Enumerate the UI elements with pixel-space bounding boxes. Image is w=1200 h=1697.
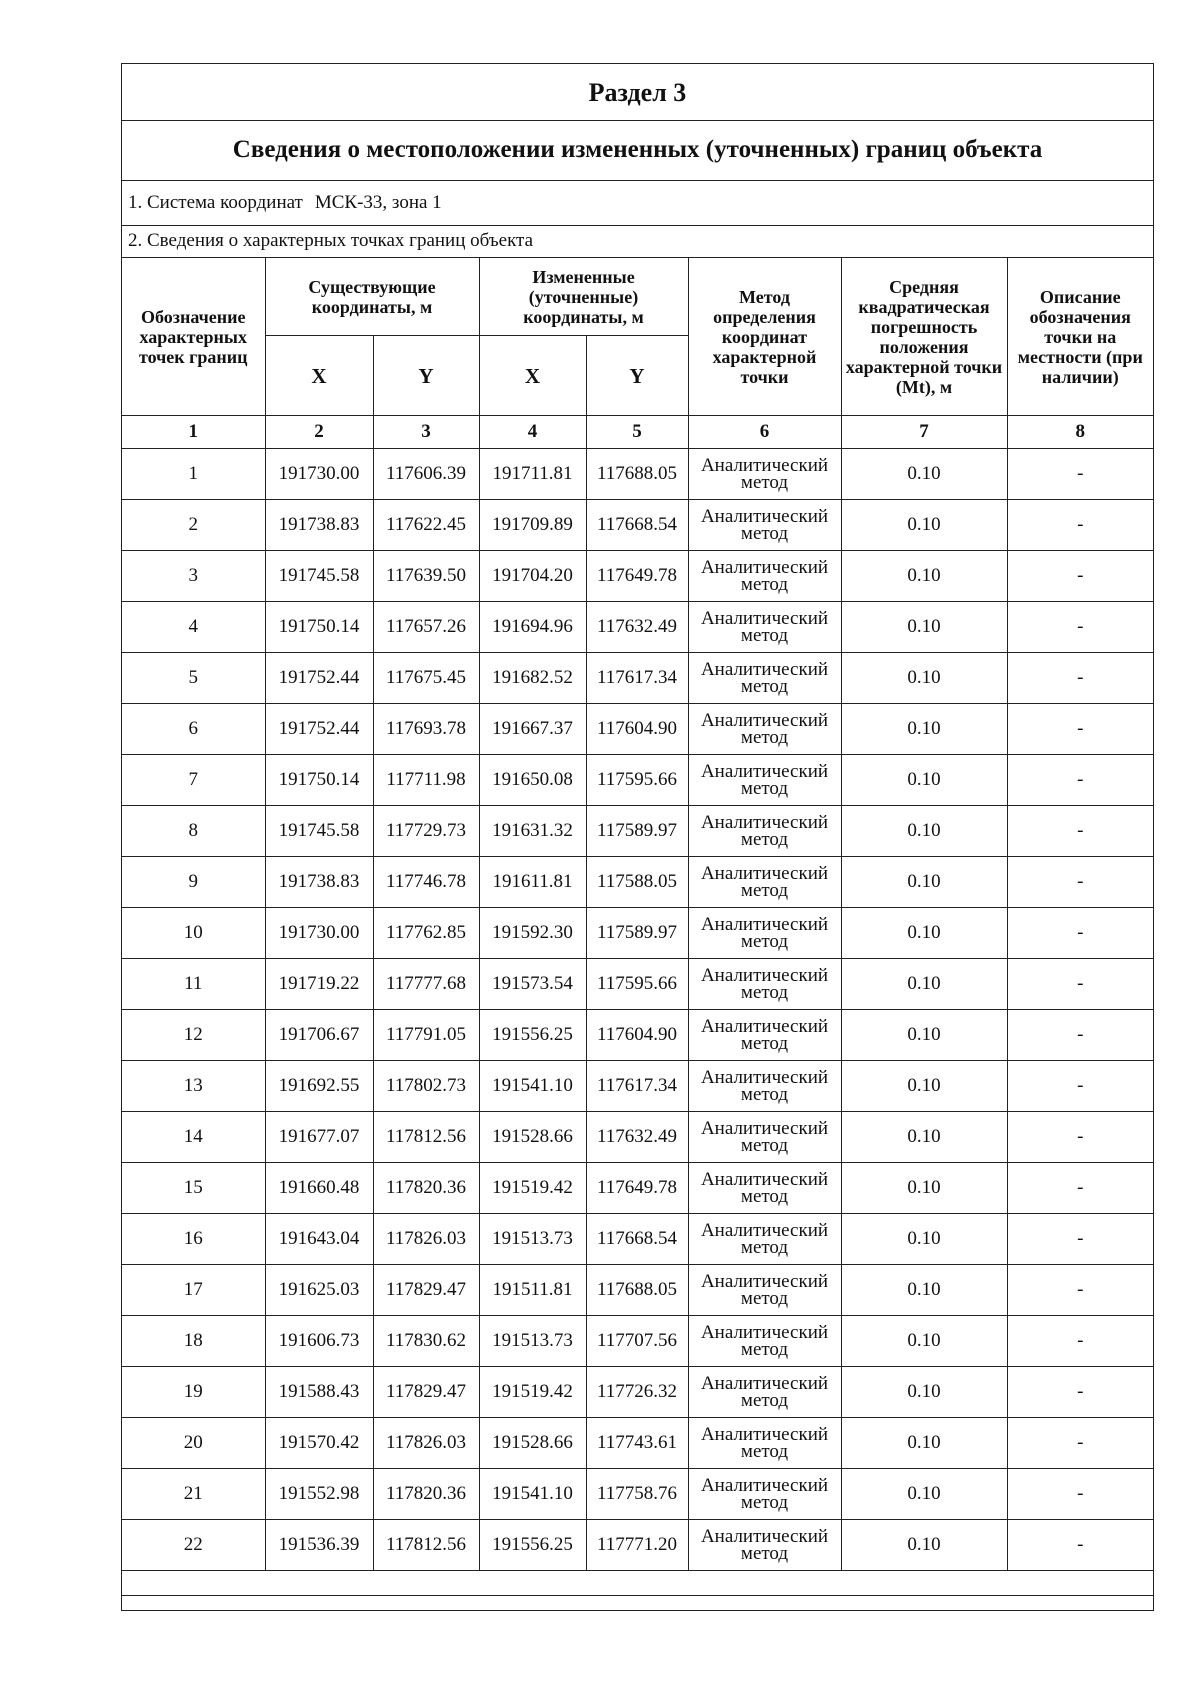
header-method: Метод определения координат характерной точки [688, 258, 841, 416]
existing-x-cell: 191606.73 [265, 1316, 373, 1367]
changed-x-cell: 191513.73 [479, 1214, 586, 1265]
point-number-cell: 13 [122, 1061, 265, 1112]
point-number-cell: 19 [122, 1367, 265, 1418]
column-number: 6 [688, 416, 841, 449]
description-cell: - [1007, 1112, 1153, 1163]
table-row [122, 959, 1153, 1010]
changed-x-cell: 191541.10 [479, 1469, 586, 1520]
description-cell: - [1007, 1418, 1153, 1469]
changed-y-cell: 117617.34 [586, 1061, 688, 1112]
point-number-cell: 22 [122, 1520, 265, 1571]
existing-y-cell: 117812.56 [373, 1520, 479, 1571]
existing-x-cell: 191625.03 [265, 1265, 373, 1316]
changed-x-cell: 191611.81 [479, 857, 586, 908]
table-row [122, 806, 1153, 857]
existing-x-cell: 191660.48 [265, 1163, 373, 1214]
point-number-cell: 20 [122, 1418, 265, 1469]
method-cell: Аналитический метод [688, 959, 841, 1010]
column-number: 7 [841, 416, 1007, 449]
point-number-cell: 16 [122, 1214, 265, 1265]
table-row [122, 449, 1153, 500]
table-row [122, 1112, 1153, 1163]
existing-y-cell: 117777.68 [373, 959, 479, 1010]
error-cell: 0.10 [841, 1520, 1007, 1571]
table-row [122, 1265, 1153, 1316]
existing-x-cell: 191750.14 [265, 602, 373, 653]
description-cell: - [1007, 1469, 1153, 1520]
existing-y-cell: 117826.03 [373, 1418, 479, 1469]
section-title: Раздел 3 [122, 64, 1153, 121]
method-cell: Аналитический метод [688, 908, 841, 959]
existing-y-cell: 117829.47 [373, 1367, 479, 1418]
changed-x-cell: 191511.81 [479, 1265, 586, 1316]
column-number: 1 [122, 416, 265, 449]
changed-y-cell: 117688.05 [586, 1265, 688, 1316]
points-heading: 2. Сведения о характерных точках границ объекта [128, 230, 534, 251]
empty-footer-row [122, 1571, 1153, 1596]
table-row [122, 755, 1153, 806]
point-number-cell: 6 [122, 704, 265, 755]
description-cell: - [1007, 500, 1153, 551]
changed-x-cell: 191519.42 [479, 1163, 586, 1214]
description-cell: - [1007, 1061, 1153, 1112]
changed-y-cell: 117595.66 [586, 959, 688, 1010]
method-cell: Аналитический метод [688, 806, 841, 857]
description-cell: - [1007, 1163, 1153, 1214]
existing-x-cell: 191730.00 [265, 908, 373, 959]
table-row [122, 1163, 1153, 1214]
changed-y-cell: 117707.56 [586, 1316, 688, 1367]
description-cell: - [1007, 1010, 1153, 1061]
coordinate-system-label: 1. Система координат [128, 192, 303, 213]
table-row [122, 1418, 1153, 1469]
method-cell: Аналитический метод [688, 1469, 841, 1520]
changed-x-cell: 191704.20 [479, 551, 586, 602]
existing-x-cell: 191752.44 [265, 653, 373, 704]
method-cell: Аналитический метод [688, 500, 841, 551]
point-number-cell: 2 [122, 500, 265, 551]
point-number-cell: 9 [122, 857, 265, 908]
column-number: 5 [586, 416, 688, 449]
changed-x-cell: 191528.66 [479, 1112, 586, 1163]
point-number-cell: 1 [122, 449, 265, 500]
description-cell: - [1007, 602, 1153, 653]
existing-y-cell: 117829.47 [373, 1265, 479, 1316]
point-number-cell: 18 [122, 1316, 265, 1367]
existing-y-cell: 117820.36 [373, 1469, 479, 1520]
existing-x-cell: 191692.55 [265, 1061, 373, 1112]
point-number-cell: 12 [122, 1010, 265, 1061]
error-cell: 0.10 [841, 755, 1007, 806]
existing-x-cell: 191643.04 [265, 1214, 373, 1265]
column-number: 2 [265, 416, 373, 449]
existing-y-cell: 117693.78 [373, 704, 479, 755]
changed-x-cell: 191556.25 [479, 1010, 586, 1061]
table-row [122, 500, 1153, 551]
description-cell: - [1007, 1265, 1153, 1316]
changed-y-cell: 117668.54 [586, 500, 688, 551]
description-cell: - [1007, 653, 1153, 704]
changed-y-cell: 117771.20 [586, 1520, 688, 1571]
error-cell: 0.10 [841, 704, 1007, 755]
existing-y-cell: 117606.39 [373, 449, 479, 500]
point-number-cell: 10 [122, 908, 265, 959]
changed-x-cell: 191694.96 [479, 602, 586, 653]
changed-y-cell: 117649.78 [586, 551, 688, 602]
existing-x-cell: 191750.14 [265, 755, 373, 806]
method-cell: Аналитический метод [688, 551, 841, 602]
changed-y-cell: 117743.61 [586, 1418, 688, 1469]
table-row [122, 1367, 1153, 1418]
changed-x-cell: 191573.54 [479, 959, 586, 1010]
existing-x-cell: 191552.98 [265, 1469, 373, 1520]
changed-y-cell: 117617.34 [586, 653, 688, 704]
changed-x-cell: 191667.37 [479, 704, 586, 755]
method-cell: Аналитический метод [688, 1316, 841, 1367]
section-frame [121, 63, 1154, 1611]
description-cell: - [1007, 857, 1153, 908]
description-cell: - [1007, 1214, 1153, 1265]
method-cell: Аналитический метод [688, 1520, 841, 1571]
changed-x-cell: 191650.08 [479, 755, 586, 806]
changed-y-cell: 117604.90 [586, 1010, 688, 1061]
changed-x-cell: 191519.42 [479, 1367, 586, 1418]
changed-y-cell: 117688.05 [586, 449, 688, 500]
method-cell: Аналитический метод [688, 857, 841, 908]
error-cell: 0.10 [841, 602, 1007, 653]
changed-y-cell: 117588.05 [586, 857, 688, 908]
existing-y-cell: 117657.26 [373, 602, 479, 653]
description-cell: - [1007, 1367, 1153, 1418]
method-cell: Аналитический метод [688, 1112, 841, 1163]
existing-x-cell: 191738.83 [265, 500, 373, 551]
table-row [122, 908, 1153, 959]
header-changed-x: X [479, 336, 586, 416]
table-row [122, 1061, 1153, 1112]
existing-y-cell: 117746.78 [373, 857, 479, 908]
empty-footer-cell [122, 1571, 1153, 1596]
method-cell: Аналитический метод [688, 602, 841, 653]
error-cell: 0.10 [841, 1010, 1007, 1061]
changed-y-cell: 117632.49 [586, 602, 688, 653]
point-number-cell: 15 [122, 1163, 265, 1214]
header-existing-y: Y [373, 336, 479, 416]
error-cell: 0.10 [841, 500, 1007, 551]
points-table [122, 257, 1153, 1596]
point-number-cell: 4 [122, 602, 265, 653]
table-row [122, 857, 1153, 908]
point-number-cell: 17 [122, 1265, 265, 1316]
existing-y-cell: 117762.85 [373, 908, 479, 959]
error-cell: 0.10 [841, 1265, 1007, 1316]
existing-y-cell: 117791.05 [373, 1010, 479, 1061]
coordinate-system-line [122, 181, 1153, 226]
changed-y-cell: 117595.66 [586, 755, 688, 806]
existing-x-cell: 191745.58 [265, 806, 373, 857]
point-number-cell: 7 [122, 755, 265, 806]
description-cell: - [1007, 806, 1153, 857]
changed-x-cell: 191513.73 [479, 1316, 586, 1367]
method-cell: Аналитический метод [688, 1163, 841, 1214]
table-row [122, 551, 1153, 602]
error-cell: 0.10 [841, 908, 1007, 959]
method-cell: Аналитический метод [688, 1367, 841, 1418]
error-cell: 0.10 [841, 1214, 1007, 1265]
method-cell: Аналитический метод [688, 1010, 841, 1061]
existing-y-cell: 117675.45 [373, 653, 479, 704]
header-error: Средняя квадратическая погрешность положения характерной точки (Mt), м [841, 258, 1007, 416]
method-cell: Аналитический метод [688, 653, 841, 704]
coordinate-system-value: МСК-33, зона 1 [314, 192, 442, 213]
point-number-cell: 8 [122, 806, 265, 857]
error-cell: 0.10 [841, 653, 1007, 704]
header-designation: Обозначение характерных точек границ [122, 258, 265, 416]
changed-x-cell: 191709.89 [479, 500, 586, 551]
existing-y-cell: 117820.36 [373, 1163, 479, 1214]
table-row [122, 653, 1153, 704]
existing-y-cell: 117802.73 [373, 1061, 479, 1112]
header-changed-coordinates: Измененные (уточненные) координаты, м [479, 258, 688, 336]
error-cell: 0.10 [841, 806, 1007, 857]
changed-y-cell: 117649.78 [586, 1163, 688, 1214]
changed-x-cell: 191541.10 [479, 1061, 586, 1112]
changed-x-cell: 191631.32 [479, 806, 586, 857]
description-cell: - [1007, 704, 1153, 755]
existing-y-cell: 117639.50 [373, 551, 479, 602]
method-cell: Аналитический метод [688, 1214, 841, 1265]
error-cell: 0.10 [841, 551, 1007, 602]
table-row [122, 1469, 1153, 1520]
table-row [122, 1316, 1153, 1367]
section-subtitle: Сведения о местоположении измененных (уточненных) границ объекта [122, 121, 1153, 181]
description-cell: - [1007, 908, 1153, 959]
column-number: 4 [479, 416, 586, 449]
method-cell: Аналитический метод [688, 755, 841, 806]
description-cell: - [1007, 1316, 1153, 1367]
existing-x-cell: 191536.39 [265, 1520, 373, 1571]
table-row [122, 1010, 1153, 1061]
changed-y-cell: 117589.97 [586, 806, 688, 857]
existing-x-cell: 191677.07 [265, 1112, 373, 1163]
column-number-row [122, 416, 1153, 449]
header-changed-y: Y [586, 336, 688, 416]
method-cell: Аналитический метод [688, 1265, 841, 1316]
changed-x-cell: 191682.52 [479, 653, 586, 704]
error-cell: 0.10 [841, 1061, 1007, 1112]
error-cell: 0.10 [841, 1469, 1007, 1520]
changed-y-cell: 117758.76 [586, 1469, 688, 1520]
description-cell: - [1007, 959, 1153, 1010]
method-cell: Аналитический метод [688, 1061, 841, 1112]
header-existing-x: X [265, 336, 373, 416]
description-cell: - [1007, 755, 1153, 806]
table-row [122, 602, 1153, 653]
changed-y-cell: 117632.49 [586, 1112, 688, 1163]
table-row [122, 704, 1153, 755]
error-cell: 0.10 [841, 1367, 1007, 1418]
existing-y-cell: 117830.62 [373, 1316, 479, 1367]
changed-y-cell: 117589.97 [586, 908, 688, 959]
description-cell: - [1007, 1520, 1153, 1571]
changed-x-cell: 191528.66 [479, 1418, 586, 1469]
existing-x-cell: 191730.00 [265, 449, 373, 500]
point-number-cell: 5 [122, 653, 265, 704]
column-number: 3 [373, 416, 479, 449]
table-row [122, 1214, 1153, 1265]
header-description: Описание обозначения точки на местности (при наличии) [1007, 258, 1153, 416]
existing-y-cell: 117622.45 [373, 500, 479, 551]
point-number-cell: 3 [122, 551, 265, 602]
existing-x-cell: 191752.44 [265, 704, 373, 755]
changed-y-cell: 117604.90 [586, 704, 688, 755]
table-row [122, 1520, 1153, 1571]
method-cell: Аналитический метод [688, 449, 841, 500]
point-number-cell: 14 [122, 1112, 265, 1163]
description-cell: - [1007, 449, 1153, 500]
existing-x-cell: 191588.43 [265, 1367, 373, 1418]
error-cell: 0.10 [841, 959, 1007, 1010]
changed-y-cell: 117668.54 [586, 1214, 688, 1265]
existing-y-cell: 117711.98 [373, 755, 479, 806]
existing-x-cell: 191719.22 [265, 959, 373, 1010]
description-cell: - [1007, 551, 1153, 602]
header-existing-coordinates: Существующие координаты, м [265, 258, 479, 336]
existing-x-cell: 191706.67 [265, 1010, 373, 1061]
error-cell: 0.10 [841, 449, 1007, 500]
point-number-cell: 11 [122, 959, 265, 1010]
column-number: 8 [1007, 416, 1153, 449]
existing-y-cell: 117826.03 [373, 1214, 479, 1265]
existing-x-cell: 191570.42 [265, 1418, 373, 1469]
existing-y-cell: 117812.56 [373, 1112, 479, 1163]
error-cell: 0.10 [841, 1163, 1007, 1214]
changed-x-cell: 191556.25 [479, 1520, 586, 1571]
changed-y-cell: 117726.32 [586, 1367, 688, 1418]
existing-x-cell: 191738.83 [265, 857, 373, 908]
changed-x-cell: 191592.30 [479, 908, 586, 959]
error-cell: 0.10 [841, 857, 1007, 908]
existing-x-cell: 191745.58 [265, 551, 373, 602]
error-cell: 0.10 [841, 1112, 1007, 1163]
error-cell: 0.10 [841, 1316, 1007, 1367]
existing-y-cell: 117729.73 [373, 806, 479, 857]
error-cell: 0.10 [841, 1418, 1007, 1469]
changed-x-cell: 191711.81 [479, 449, 586, 500]
point-number-cell: 21 [122, 1469, 265, 1520]
method-cell: Аналитический метод [688, 704, 841, 755]
method-cell: Аналитический метод [688, 1418, 841, 1469]
